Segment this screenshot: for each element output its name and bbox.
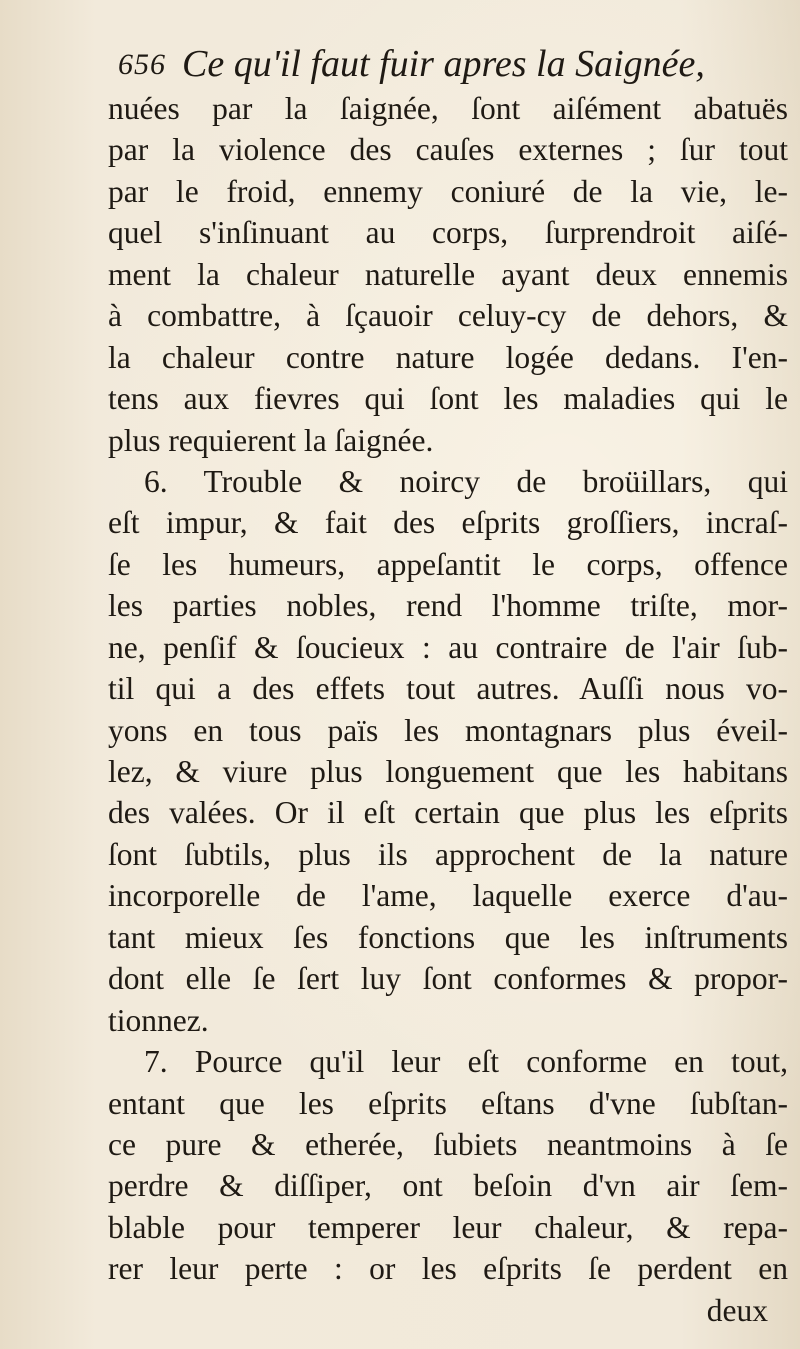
page-number: 656 [118, 48, 166, 81]
text-line: dont elle ſe ſert luy ſont conformes & propor- [108, 961, 788, 997]
body-text [108, 88, 788, 1331]
text-line: la chaleur contre nature logée dedans. I'en- [108, 339, 788, 375]
catchword: deux [706, 1292, 768, 1328]
text-line: lez, & viure plus longuement que les habitans [108, 754, 788, 789]
text-line: les parties nobles, rend l'homme triſte, mor- [108, 588, 788, 624]
text-line: plus requierent la ſaignée. [108, 422, 434, 458]
text-line: par la violence des cauſes externes ; ſur tout [108, 132, 788, 168]
text-line: yons en tous païs les montagnars plus éveil- [108, 712, 788, 748]
text-line: tionnez. [108, 1002, 209, 1038]
paragraph-start-line: 6. Trouble & noircy de broüillars, qui [144, 463, 788, 499]
text-line: til qui a des effets tout autres. Auſſi nous vo- [108, 671, 788, 707]
running-title: Ce qu'il faut fuir apres la Saignée, [182, 43, 705, 85]
text-line: tens aux fievres qui ſont les maladies qui le [108, 381, 788, 417]
text-line: blable pour temperer leur chaleur, & repa- [108, 1209, 788, 1245]
text-line: incorporelle de l'ame, laquelle exerce d'au- [108, 878, 788, 914]
text-line: ment la chaleur naturelle ayant deux ennemis [108, 256, 788, 292]
text-line: par le froid, ennemy coniuré de la vie, le- [108, 173, 788, 209]
text-line: eſt impur, & fait des eſprits groſſiers, incraſ- [108, 505, 788, 541]
text-line: tant mieux ſes fonctions que les inſtruments [108, 919, 788, 955]
text-line: ſont ſubtils, plus ils approchent de la nature [108, 836, 788, 872]
text-line: des valées. Or il eſt certain que plus les eſprits [108, 795, 788, 831]
text-line: entant que les eſprits eſtans d'vne ſubſtan- [108, 1085, 788, 1121]
text-line: ce pure & etherée, ſubiets neantmoins à ſe [108, 1126, 788, 1162]
text-line: rer leur perte : or les eſprits ſe perdent en [108, 1251, 788, 1287]
text-line: à combattre, à ſçauoir celuy-cy de dehors, & [108, 298, 788, 334]
paragraph-start-line: 7. Pource qu'il leur eſt conforme en tout, [144, 1044, 788, 1080]
text-line: perdre & diſſiper, ont beſoin d'vn air ſem- [108, 1168, 788, 1204]
text-line: ſe les humeurs, appeſantit le corps, offence [108, 546, 788, 582]
text-line: ne, penſif & ſoucieux : au contraire de l'air ſub- [108, 629, 788, 665]
text-line: quel s'inſinuant au corps, ſurprendroit aiſé- [108, 215, 788, 251]
text-line: nuées par la ſaignée, ſont aiſément abatuës [108, 91, 788, 126]
page-header [118, 42, 778, 92]
